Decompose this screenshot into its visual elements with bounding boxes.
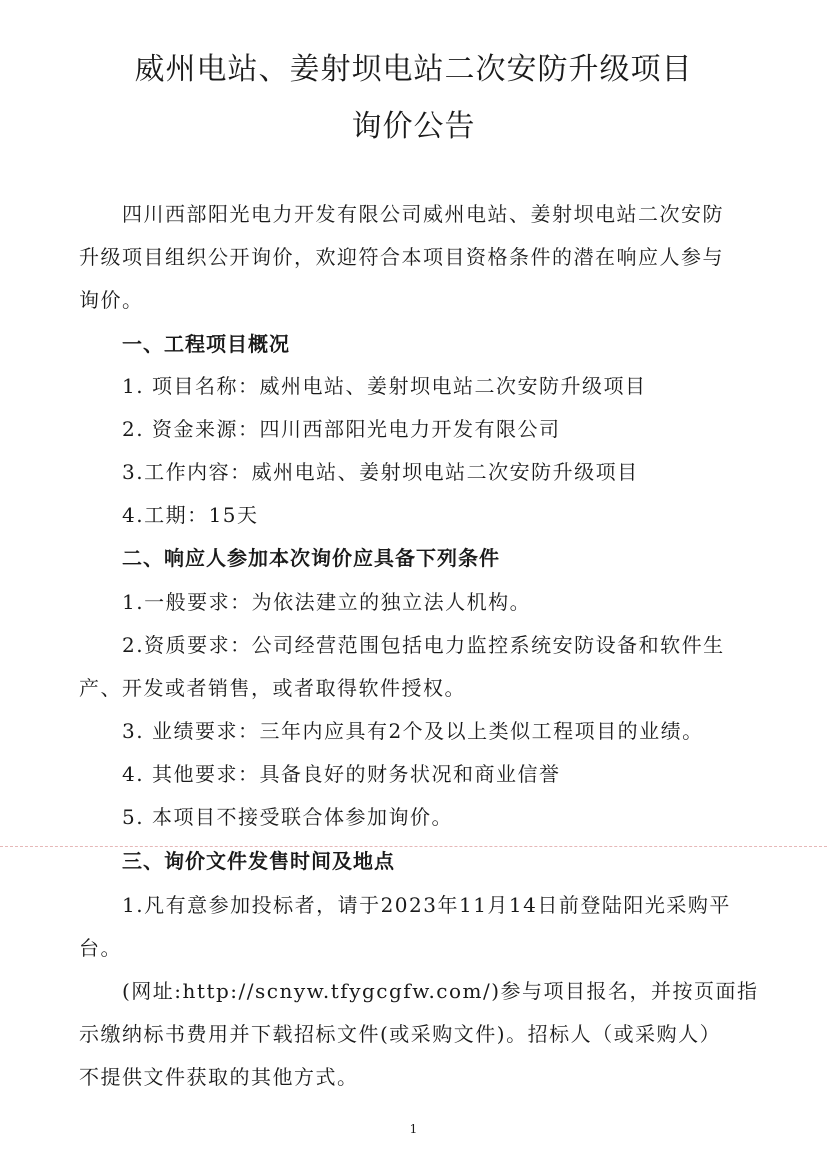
section-2-item-1: 1.一般要求：为依法建立的独立法人机构。 xyxy=(122,590,532,614)
section-1-item-4: 4.工期：15天 xyxy=(122,503,259,527)
section-3-paragraph-2-line-1: (网址:http://scnyw.tfygcgfw.com/)参与项目报名，并按页面指 xyxy=(122,979,759,1003)
section-3-paragraph-2-line-3: 不提供文件获取的其他方式。 xyxy=(79,1065,359,1089)
intro-line-3: 询价。 xyxy=(79,288,144,312)
section-2-heading: 二、响应人参加本次询价应具备下列条件 xyxy=(122,546,500,570)
page-number: 1 xyxy=(409,1122,418,1136)
document-subtitle: 询价公告 xyxy=(351,109,476,144)
section-2-item-2-line-1: 2.资质要求：公司经营范围包括电力监控系统安防设备和软件生 xyxy=(122,633,725,657)
section-1-heading: 一、工程项目概况 xyxy=(122,332,290,356)
section-1-item-1: 1. 项目名称：威州电站、姜射坝电站二次安防升级项目 xyxy=(122,374,647,398)
document-title: 威州电站、姜射坝电站二次安防升级项目 xyxy=(134,52,693,87)
intro-line-1: 四川西部阳光电力开发有限公司威州电站、姜射坝电站二次安防 xyxy=(122,202,724,226)
section-3-paragraph-1-line-2: 台。 xyxy=(79,936,122,960)
section-2-item-4: 4. 其他要求：具备良好的财务状况和商业信誉 xyxy=(122,762,561,786)
section-1-item-2: 2. 资金来源：四川西部阳光电力开发有限公司 xyxy=(122,417,561,441)
section-2-item-2-line-2: 产、开发或者销售，或者取得软件授权。 xyxy=(79,676,466,700)
section-2-item-3: 3. 业绩要求：三年内应具有2个及以上类似工程项目的业绩。 xyxy=(122,719,704,743)
section-1-item-3: 3.工作内容：威州电站、姜射坝电站二次安防升级项目 xyxy=(122,460,639,484)
section-3-paragraph-1-line-1: 1.凡有意参加投标者，请于2023年11月14日前登陆阳光采购平 xyxy=(122,893,731,917)
intro-line-2: 升级项目组织公开询价，欢迎符合本项目资格条件的潜在响应人参与 xyxy=(79,245,724,269)
section-3-paragraph-2-line-2: 示缴纳标书费用并下载招标文件(或采购文件)。招标人（或采购人） xyxy=(79,1022,722,1046)
section-2-item-5: 5. 本项目不接受联合体参加询价。 xyxy=(122,805,453,829)
section-3-heading: 三、询价文件发售时间及地点 xyxy=(122,849,395,873)
